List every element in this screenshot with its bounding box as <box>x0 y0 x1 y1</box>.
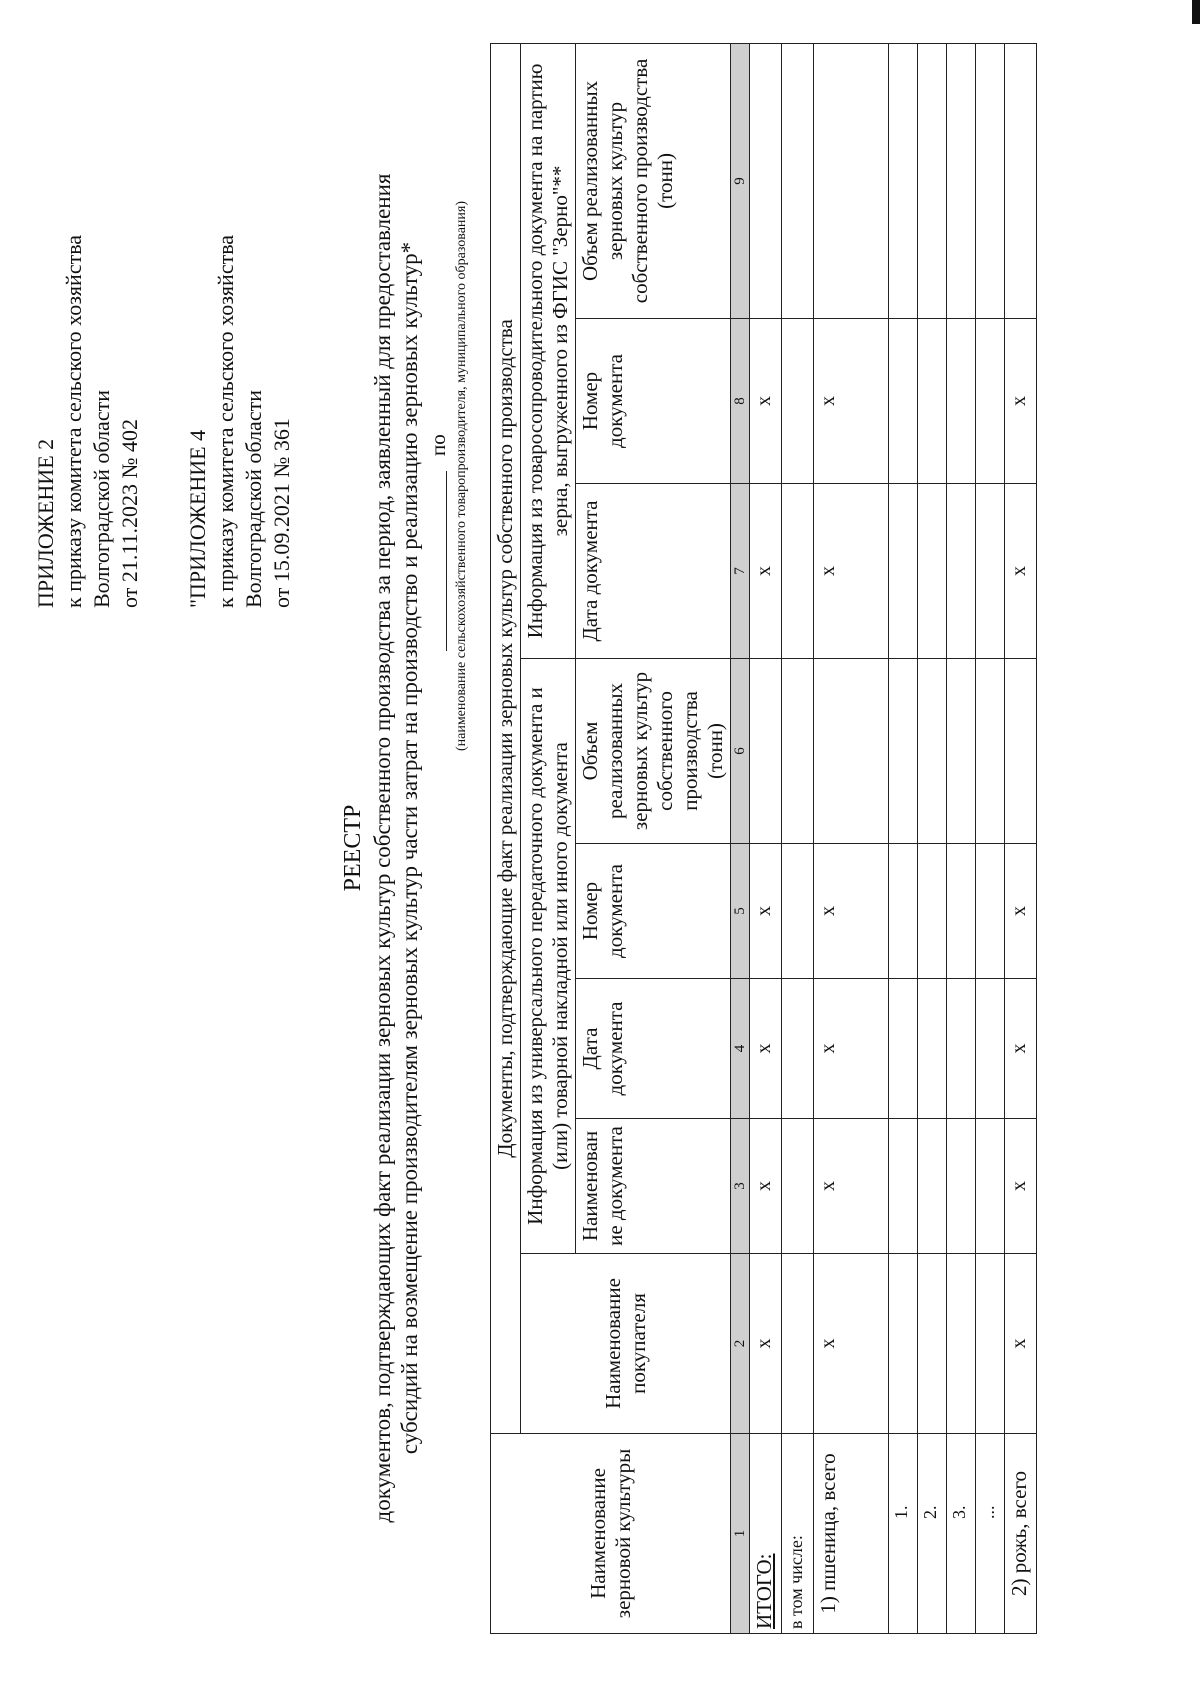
col-number: 2 <box>731 1254 750 1434</box>
empty-cell <box>947 1119 976 1254</box>
empty-cell <box>889 1254 918 1434</box>
table-row-including <box>782 43 814 1633</box>
table-row-rye <box>1005 43 1037 1633</box>
empty-cell <box>918 484 947 659</box>
empty-cell <box>918 979 947 1119</box>
empty-cell <box>947 659 976 844</box>
empty-cell <box>976 659 1005 844</box>
appendix-number: ПРИЛОЖЕНИЕ 2 <box>33 438 58 608</box>
order-date-number: от 21.11.2023 № 402 <box>117 419 142 608</box>
x-cell: х <box>750 979 782 1119</box>
empty-cell <box>782 1119 814 1254</box>
empty-cell <box>782 1254 814 1434</box>
empty-cell <box>889 43 918 318</box>
table-row-sub-3 <box>947 43 976 1633</box>
col-number: 4 <box>731 979 750 1119</box>
x-cell: х <box>1005 484 1037 659</box>
empty-cell <box>814 659 889 844</box>
empty-cell <box>889 979 918 1119</box>
col-number: 9 <box>731 43 750 318</box>
registry-table <box>490 43 1037 1634</box>
appendix-number: "ПРИЛОЖЕНИЕ 4 <box>185 429 210 608</box>
x-cell: х <box>1005 979 1037 1119</box>
sub-row-label <box>976 1434 1005 1634</box>
appendix-header-previous <box>184 235 296 608</box>
empty-cell <box>947 43 976 318</box>
empty-cell <box>1005 659 1037 844</box>
empty-cell <box>976 319 1005 484</box>
order-region: Волгоградской области <box>241 390 266 608</box>
col-header-date-fgis: Дата документа <box>576 484 731 659</box>
empty-cell <box>814 43 889 318</box>
empty-cell <box>889 484 918 659</box>
empty-cell <box>918 319 947 484</box>
header-row-2 <box>521 43 576 1633</box>
empty-cell <box>947 1254 976 1434</box>
col-header-number-fgis: Номер документа <box>576 319 731 484</box>
empty-cell <box>976 844 1005 979</box>
x-cell: х <box>750 1119 782 1254</box>
empty-cell <box>976 484 1005 659</box>
empty-cell <box>782 659 814 844</box>
x-cell: х <box>814 979 889 1119</box>
po-label: по <box>426 434 450 456</box>
empty-cell <box>947 484 976 659</box>
empty-cell <box>889 659 918 844</box>
row-label-rye: 2) рожь, всего <box>1005 1434 1037 1634</box>
x-cell: х <box>1005 844 1037 979</box>
empty-cell <box>889 844 918 979</box>
col-number: 6 <box>731 659 750 844</box>
sub-row-number: 3. <box>949 1505 969 1519</box>
title-main: РЕЕСТР <box>340 804 366 892</box>
empty-cell <box>889 1119 918 1254</box>
x-cell: х <box>814 484 889 659</box>
sub-row-number: 1. <box>891 1505 911 1519</box>
col-header-volume-upd: Объем реализованных зерновых культур собственного производства (тонн) <box>576 659 731 844</box>
col-number: 1 <box>731 1434 750 1634</box>
fgis-group-header: Информация из товаросопроводительного документа на партию зерна, выгруженного из ФГИС "Зерно"** <box>521 43 576 658</box>
col-header-doc-number: Номер документа <box>576 844 731 979</box>
col-number: 3 <box>731 1119 750 1254</box>
empty-cell <box>947 319 976 484</box>
upd-group-header: Информация из универсального передаточного документа и (или) товарной накладной или иного документа <box>521 659 576 1254</box>
order-region: Волгоградской области <box>89 390 114 608</box>
col-header-crop: Наименование зерновой культуры <box>491 1434 731 1634</box>
col-number: 8 <box>731 319 750 484</box>
x-cell: х <box>1005 319 1037 484</box>
table-row-sub-dots <box>976 43 1005 1633</box>
fill-in-line <box>446 471 447 651</box>
col-header-volume-fgis: Объем реализованных зерновых культур собственного производства (тонн) <box>576 43 731 318</box>
fill-in-caption: (наименование сельскохозяйственного товаропроизводителя, муниципального образования) <box>454 200 469 752</box>
empty-cell <box>947 979 976 1119</box>
empty-cell <box>976 1119 1005 1254</box>
row-label-wheat: 1) пшеница, всего <box>814 1434 889 1634</box>
col-header-doc-date: Дата документа <box>576 979 731 1119</box>
empty-cell <box>1005 43 1037 318</box>
col-header-buyer: Наименование покупателя <box>521 1254 731 1434</box>
sub-row-number: 2. <box>920 1505 940 1519</box>
row-label-including: в том числе: <box>782 1434 814 1634</box>
table-row-sub-2 <box>918 43 947 1633</box>
empty-cell <box>918 1119 947 1254</box>
group-header: Документы, подтверждающие факт реализации зерновых культур собственного производства <box>491 43 521 1433</box>
empty-cell <box>976 1254 1005 1434</box>
empty-cell <box>750 659 782 844</box>
scan-edge-mark <box>1192 0 1200 24</box>
empty-cell <box>976 43 1005 318</box>
x-cell: х <box>814 319 889 484</box>
col-number: 7 <box>731 484 750 659</box>
x-cell: х <box>1005 1119 1037 1254</box>
document-title <box>340 0 423 1696</box>
empty-cell <box>918 43 947 318</box>
title-line-2: документов, подтверждающих факт реализации зерновых культур собственного производства за период, заявленный для предоставления <box>370 173 395 1523</box>
sub-row-label <box>947 1434 976 1634</box>
x-cell: х <box>1005 1254 1037 1434</box>
empty-cell <box>976 979 1005 1119</box>
x-cell: х <box>750 484 782 659</box>
empty-cell <box>782 484 814 659</box>
title-line-3: субсидий на возмещение производителям зерновых культур части затрат на производство и реализацию зерновых культур* <box>397 241 422 1455</box>
sub-row-label <box>889 1434 918 1634</box>
empty-cell <box>782 319 814 484</box>
empty-cell <box>750 43 782 318</box>
x-cell: х <box>814 1119 889 1254</box>
x-cell: х <box>750 844 782 979</box>
empty-cell <box>889 319 918 484</box>
sub-row-number: ... <box>978 1505 998 1519</box>
empty-cell <box>947 844 976 979</box>
sub-row-label <box>918 1434 947 1634</box>
x-cell: х <box>750 319 782 484</box>
x-cell: х <box>814 844 889 979</box>
column-numbers-row <box>731 43 750 1633</box>
table-row-sub-1 <box>889 43 918 1633</box>
empty-cell <box>782 979 814 1119</box>
table-row-wheat <box>814 43 889 1633</box>
empty-cell <box>782 43 814 318</box>
empty-cell <box>918 659 947 844</box>
x-cell: х <box>814 1254 889 1434</box>
col-header-doc-name: Наименован ие документа <box>576 1119 731 1254</box>
order-date-number: от 15.09.2021 № 361 <box>269 418 294 608</box>
table-row-total <box>750 43 782 1633</box>
order-issuer: к приказу комитета сельского хозяйства <box>213 234 238 608</box>
header-row-1 <box>491 43 521 1633</box>
order-issuer: к приказу комитета сельского хозяйства <box>61 234 86 608</box>
empty-cell <box>918 1254 947 1434</box>
appendix-header-current <box>32 235 144 608</box>
empty-cell <box>918 844 947 979</box>
row-label-total: ИТОГО: <box>750 1434 782 1634</box>
empty-cell <box>782 844 814 979</box>
col-number: 5 <box>731 844 750 979</box>
x-cell: х <box>750 1254 782 1434</box>
